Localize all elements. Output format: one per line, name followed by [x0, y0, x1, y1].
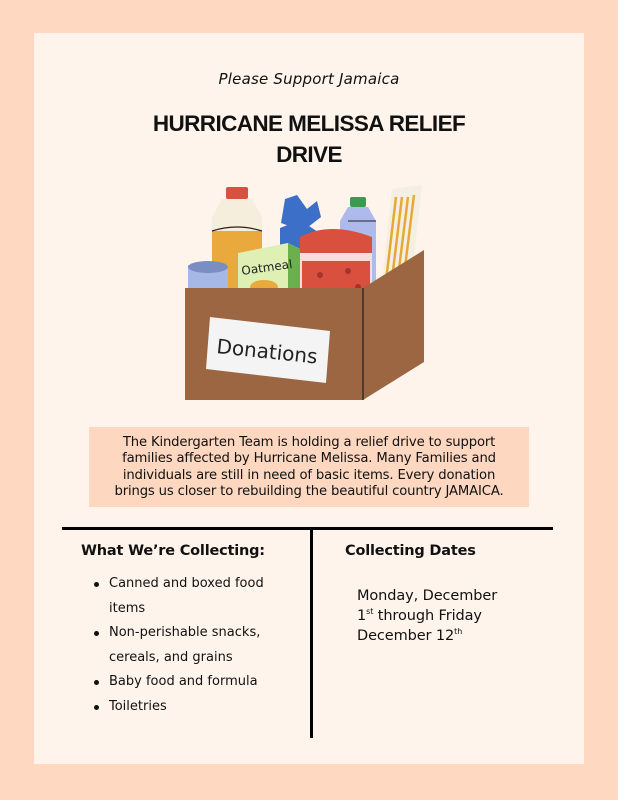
bullet-icon [94, 705, 99, 710]
donation-box-illustration [180, 183, 430, 405]
horizontal-divider [62, 527, 553, 530]
list-item: Toiletries [109, 695, 299, 720]
dates-line-1: Monday, December [357, 588, 498, 604]
dates-line-3: December 12th [357, 627, 463, 644]
list-item: Canned and boxed food items [109, 572, 299, 621]
page-title [0, 108, 618, 170]
svg-text:Donations: Donations [215, 334, 319, 369]
title-line-1: HURRICANE MELISSA RELIEF [152, 111, 466, 136]
description-line: individuals are still in need of basic items. Every donation [122, 467, 496, 483]
description-line: The Kindergarten Team is holding a relief drive to support [122, 435, 496, 450]
dates-line-2: 1st through Friday [357, 607, 482, 624]
vertical-divider [310, 527, 313, 738]
description-line: families affected by Hurricane Melissa. Many Families and [122, 451, 496, 467]
tagline: Please Support Jamaica [218, 70, 400, 88]
dates-heading: Collecting Dates [345, 543, 476, 559]
collecting-heading: What We’re Collecting: [81, 543, 265, 559]
bullet-icon [94, 631, 99, 636]
list-item: Non-perishable snacks, cereals, and grains [109, 621, 299, 670]
svg-text:Oatmeal: Oatmeal [240, 256, 294, 278]
list-item: Baby food and formula [109, 670, 299, 695]
collecting-list [109, 572, 299, 719]
collecting-dates [357, 586, 537, 646]
bullet-icon [94, 680, 99, 685]
description-box [89, 427, 529, 507]
description-line: brings us closer to rebuilding the beautiful country JAMAICA. [114, 484, 504, 500]
title-line-2: DRIVE [276, 142, 342, 167]
bullet-icon [94, 582, 99, 587]
